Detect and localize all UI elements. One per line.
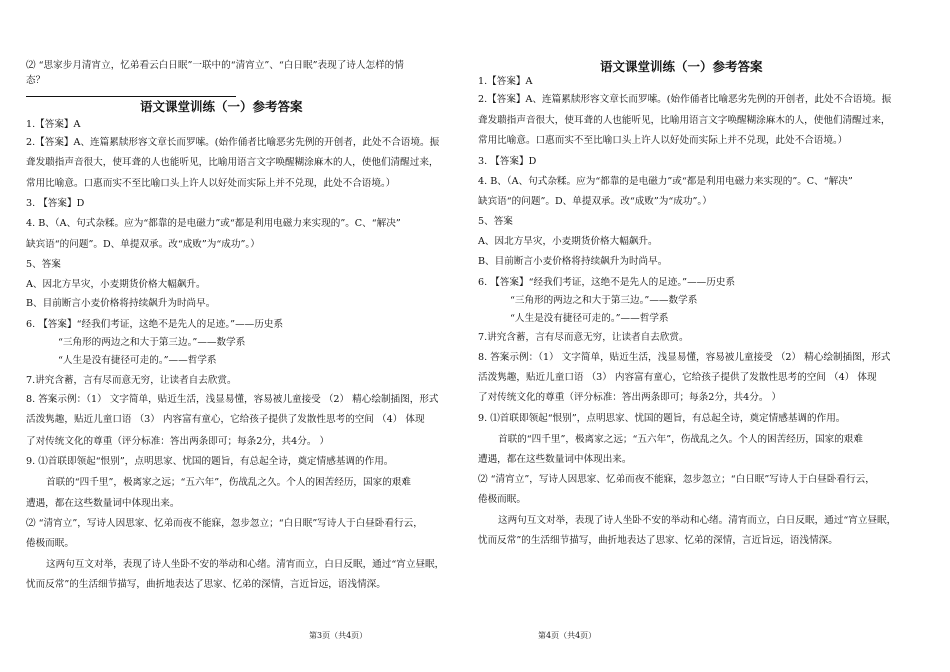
answer-line: 6. 【答案】“经我们考证，这绝不是先人的足迹。”——历史系: [26, 319, 284, 330]
answer-line: 2.【答案】A、连篇累牍形容文章长而罗嗦。(始作俑者比喻恶劣先例的开创者，此处不合语境。振: [478, 94, 892, 105]
answer-line: 5、答案: [26, 259, 61, 270]
answer-line: B、目前断言小麦价格将持续飙升为时尚早。: [478, 256, 668, 267]
answer-line: B、目前断言小麦价格将持续飙升为时尚早。: [26, 298, 216, 309]
answer-line: 首联的“四千里”，极离家之远；“五六年”，伤战乱之久。个人的困苦经历，国家的艰难: [46, 477, 411, 488]
answer-line: 遭遇，都在这些数量词中体现出来。: [478, 454, 632, 465]
answer-line: “人生是没有捷径可走的。”——哲学系: [58, 355, 217, 366]
answer-line: 9. ⑴首联即领起“恨别”，点明思家、忧国的题旨，有总起全诗，奠定情感基调的作用。: [26, 456, 394, 467]
answer-line: 活泼隽趣，贴近儿童口语 （3） 内容富有童心，它给孩子提供了发散性思考的空间 （4） 体现: [26, 414, 425, 425]
answer-line: 7.讲究含蓄，言有尽而意无穷，让读者自去欣赏。: [26, 375, 237, 386]
question-line: 态？: [26, 75, 46, 86]
answer-line: 4. B、（A、句式杂糅。应为“都靠的是电磁力”或“都是利用电磁力来实现的”。C、“解决”: [26, 218, 401, 229]
answer-line: ⑵ “清宵立”，写诗人因思家、忆弟而夜不能寐，忽步忽立；“白日眠”写诗人于白昼卧看行云，: [478, 474, 875, 485]
answer-line: “三角形的两边之和大于第三边。”——数学系: [510, 295, 698, 306]
answer-line: 这两句互文对举，表现了诗人坐卧不安的举动和心绪。清宵而立，白日反眠，通过“宵立昼眠，: [46, 559, 445, 570]
answer-line: 了对传统文化的尊重（评分标准：答出两条即可；每条2分，共4分。 ）: [478, 392, 782, 403]
answer-line: 8. 答案示例：（1） 文字简单，贴近生活，浅显易懂，容易被儿童接受 （2） 精心绘制插图，形式: [478, 352, 891, 363]
page-number: 第4页（共4页）: [538, 631, 597, 640]
answer-line: 忧而反常”的生活细节描写，曲折地表达了思家、忆弟的深情，言近旨远，语浅情深。: [26, 579, 386, 590]
answer-line: A、因北方旱灾，小麦期货价格大幅飙升。: [26, 279, 206, 290]
right-page: [478, 0, 908, 672]
answer-line: 活泼隽趣，贴近儿童口语 （3） 内容富有童心，它给孩子提供了发散性思考的空间 （4） 体现: [478, 372, 877, 383]
answer-line: 1.【答案】A: [26, 119, 81, 130]
answer-line: A、因北方旱灾，小麦期货价格大幅飙升。: [478, 236, 658, 247]
answer-line: 了对传统文化的尊重（评分标准：答出两条即可；每条2分，共4分。 ）: [26, 436, 330, 447]
answer-line: 聋发聩指声音很大，使耳聋的人也能听见，比喻用语言文字唤醒糊涂麻木的人，使他们清醒过来，: [478, 115, 891, 126]
answer-line: 2.【答案】A、连篇累牍形容文章长而罗嗦。(始作俑者比喻恶劣先例的开创者，此处不合语境。振: [26, 137, 440, 148]
answer-line: 遭遇，都在这些数量词中体现出来。: [26, 498, 180, 509]
answer-line: 聋发聩指声音很大，使耳聋的人也能听见，比喻用语言文字唤醒糊涂麻木的人，使他们清醒过来，: [26, 157, 439, 168]
answer-line: 首联的“四千里”，极离家之远；“五六年”，伤战乱之久。个人的困苦经历，国家的艰难: [498, 434, 863, 445]
answer-line: 5、答案: [478, 216, 513, 227]
answer-line: 缺宾语“的问题”。D、单提双承。改“成败”为“成功”。）: [26, 239, 260, 250]
answer-line: 常用比喻意。口惠而实不至比喻口头上许人以好处而实际上并不兑现，此处不合语境。）: [26, 178, 396, 189]
answer-line: 1.【答案】A: [478, 76, 533, 87]
answer-line: 常用比喻意。口惠而实不至比喻口头上许人以好处而实际上并不兑现，此处不合语境。）: [478, 135, 848, 146]
answer-line: 9. ⑴首联即领起“恨别”，点明思家、忧国的题旨，有总起全诗，奠定情感基调的作用。: [478, 413, 846, 424]
answer-line: 6. 【答案】“经我们考证，这绝不是先人的足迹。”——历史系: [478, 277, 736, 288]
answer-line: 忧而反常”的生活细节描写，曲折地表达了思家、忆弟的深情，言近旨远，语浅情深。: [478, 535, 838, 546]
answer-line: “三角形的两边之和大于第三边。”——数学系: [58, 337, 246, 348]
page-title: 语文课堂训练（一）参考答案: [600, 59, 763, 74]
answer-line: 这两句互文对举，表现了诗人坐卧不安的举动和心绪。清宵而立，白日反眠，通过“宵立昼眠，: [498, 515, 897, 526]
divider-rule: [26, 96, 236, 97]
page-title: 语文课堂训练（一）参考答案: [140, 99, 303, 114]
answer-line: ⑵ “清宵立”，写诗人因思家、忆弟而夜不能寐，忽步忽立；“白日眠”写诗人于白昼卧看行云，: [26, 518, 423, 529]
answer-line: 7.讲究含蓄，言有尽而意无穷，让读者自去欣赏。: [478, 332, 689, 343]
answer-line: “人生是没有捷径可走的。”——哲学系: [510, 313, 669, 324]
left-page: [26, 0, 458, 672]
answer-line: 8. 答案示例：（1） 文字简单，贴近生活，浅显易懂，容易被儿童接受 （2） 精心绘制插图，形式: [26, 394, 439, 405]
question-line: ⑵ “思家步月清宵立，忆弟看云白日眠”一联中的“清宵立”、“白日眠”表现了诗人怎样的情: [26, 60, 404, 71]
answer-line: 缺宾语“的问题”。D、单提双承。改“成败”为“成功”。）: [478, 196, 712, 207]
answer-line: 倦极而眠。: [478, 494, 526, 505]
answer-line: 4. B、（A、句式杂糅。应为“都靠的是电磁力”或“都是利用电磁力来实现的”。C、“解决”: [478, 176, 853, 187]
answer-line: 3. 【答案】D: [26, 198, 85, 209]
answer-line: 倦极而眠。: [26, 538, 74, 549]
page-number: 第3页（共4页）: [309, 631, 368, 640]
answer-line: 3. 【答案】D: [478, 156, 537, 167]
